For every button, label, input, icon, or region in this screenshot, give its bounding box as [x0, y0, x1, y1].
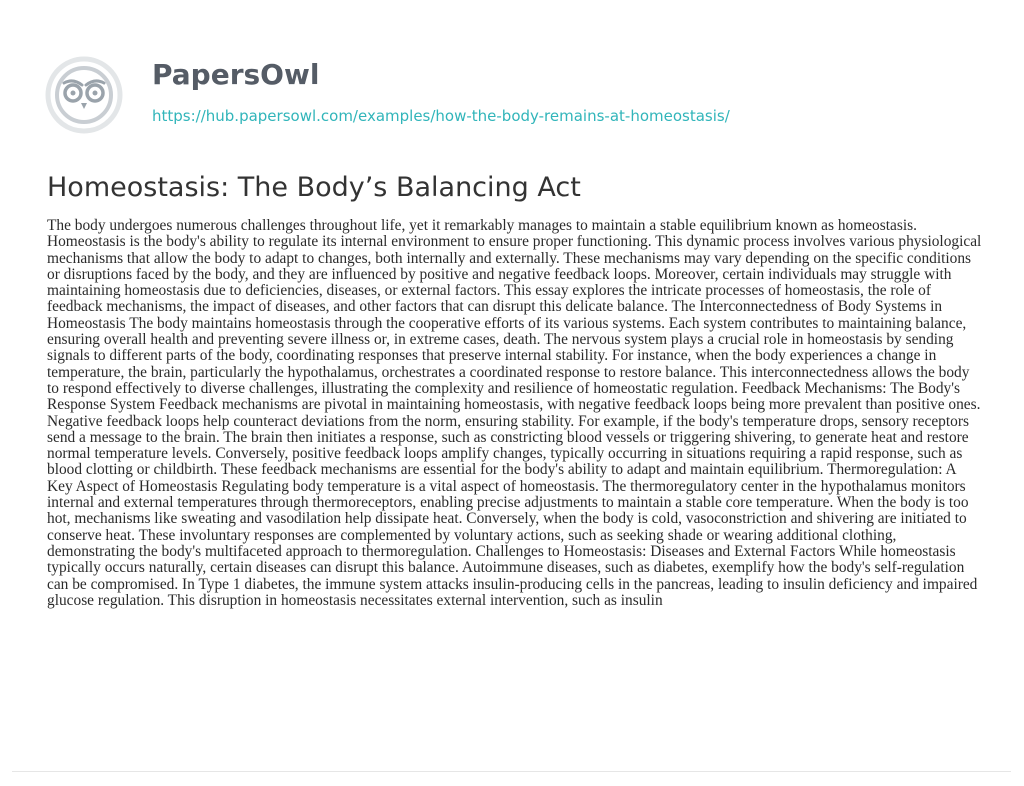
source-url-link[interactable]: https://hub.papersowl.com/examples/how-the-body-remains-at-homeostasis/	[152, 107, 730, 125]
owl-icon	[38, 54, 134, 134]
brand-name: PapersOwl	[152, 58, 320, 91]
site-header	[38, 54, 998, 134]
essay-body: The body undergoes numerous challenges throughout life, yet it remarkably manages to maintain a stable equilibrium known as homeostasis. Homeostasis is the body's ability to regulate its internal environment to ensure proper functioning. This dynamic process involves various physiological mechanisms that allow the body to adapt to changes, both internally and externally. These mechanisms may vary depending on the specific conditions or disruptions faced by the body, and they are influenced by positive and negative feedback loops. Moreover, certain individuals may struggle with maintaining homeostasis due to deficiencies, diseases, or external factors. This essay explores the intricate processes of homeostasis, the role of feedback mechanisms, the impact of diseases, and other factors that can disrupt this delicate balance. The Interconnectedness of Body Systems in Homeostasis The body maintains homeostasis through the cooperative efforts of its various systems. Each system contributes to maintaining balance, ensuring overall health and preventing severe illness or, in extreme cases, death. The nervous system plays a crucial role in homeostasis by sending signals to different parts of the body, coordinating responses that preserve internal stability. For instance, when the body experiences a change in temperature, the brain, particularly the hypothalamus, orchestrates a coordinated response to restore balance. This interconnectedness allows the body to respond effectively to diverse challenges, illustrating the complexity and resilience of homeostatic regulation. Feedback Mechanisms: The Body's Response System Feedback mechanisms are pivotal in maintaining homeostasis, with negative feedback loops being more prevalent than positive ones. Negative feedback loops help counteract deviations from the norm, ensuring stability. For example, if the body's temperature drops, sensory receptors send a message to the brain. The brain then initiates a response, such as constricting blood vessels or triggering shivering, to generate heat and restore normal temperature levels. Conversely, positive feedback loops amplify changes, typically occurring in situations requiring a rapid response, such as blood clotting or childbirth. These feedback mechanisms are essential for the body's ability to adapt and maintain equilibrium. Thermoregulation: A Key Aspect of Homeostasis Regulating body temperature is a vital aspect of homeostasis. The thermoregulatory center in the hypothalamus monitors internal and external temperatures through thermoreceptors, enabling precise adjustments to maintain a stable core temperature. When the body is too hot, mechanisms like sweating and vasodilation help dissipate heat. Conversely, when the body is cold, vasoconstriction and shivering are initiated to conserve heat. These involuntary responses are complemented by voluntary actions, such as seeking shade or wearing additional clothing, demonstrating the body's multifaceted approach to thermoregulation. Challenges to Homeostasis: Diseases and External Factors While homeostasis typically occurs naturally, certain diseases can disrupt this balance. Autoimmune diseases, such as diabetes, exemplify how the body's self-regulation can be compromised. In Type 1 diabetes, the immune system attacks insulin-producing cells in the pancreas, leading to insulin deficiency and impaired glucose regulation. This disruption in homeostasis necessitates external intervention, such as insulin	[47, 218, 982, 609]
footer-divider	[12, 771, 1011, 772]
essay-title: Homeostasis: The Body’s Balancing Act	[47, 172, 581, 203]
